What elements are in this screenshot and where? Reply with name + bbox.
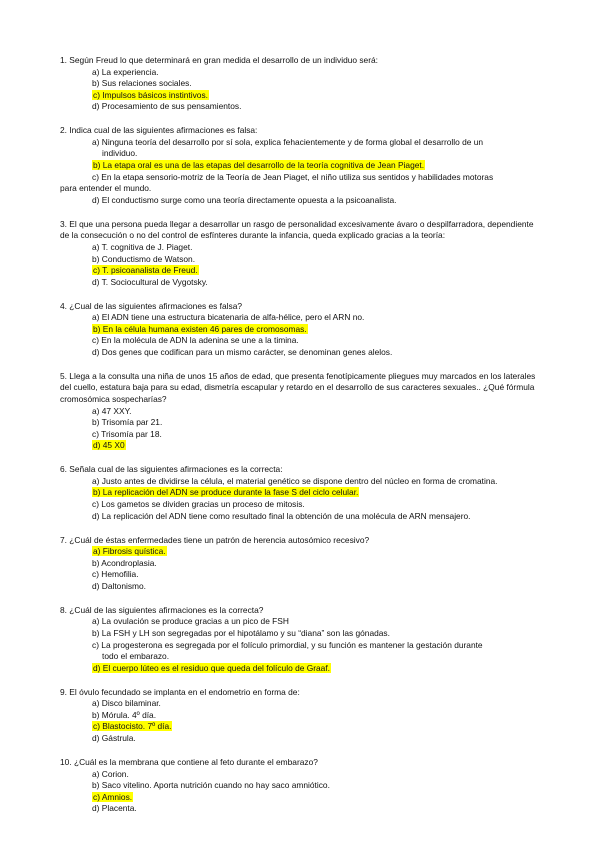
option-b <box>92 780 545 792</box>
option-a <box>92 698 545 710</box>
option-text: c) En la molécula de ADN la adenina se une a la timina. <box>92 335 299 346</box>
question-text: 6. Señala cual de las siguientes afirmaciones es la correcta: <box>60 464 283 475</box>
option-list <box>60 476 545 522</box>
option-b <box>92 417 545 429</box>
option-list <box>60 546 545 592</box>
question-10 <box>60 757 545 815</box>
question-2 <box>60 125 545 206</box>
highlighted-answer: c) Amnios. <box>93 791 133 802</box>
highlighted-answer: c) Impulsos básicos instintivos. <box>93 89 208 100</box>
highlighted-answer: c) T. psicoanalista de Freud. <box>93 265 198 276</box>
option-c <box>92 721 545 733</box>
question-3 <box>60 219 545 289</box>
option-text: c) Trisomía par 18. <box>92 428 162 439</box>
option-text: a) La experiencia. <box>92 66 159 77</box>
question-5 <box>60 371 545 452</box>
option-d <box>92 581 545 593</box>
highlighted-answer: b) En la célula humana existen 46 pares de cromosomas. <box>93 323 307 334</box>
option-text: d) Procesamiento de sus pensamientos. <box>92 101 242 112</box>
option-c <box>92 429 545 441</box>
option-d <box>92 277 545 289</box>
option-a <box>92 546 545 558</box>
question-6 <box>60 464 545 522</box>
question-text: 1. Según Freud lo que determinará en gran medida el desarrollo de un individuo será: <box>60 55 378 65</box>
highlighted-answer: a) Fibrosis quística. <box>93 546 166 557</box>
option-a <box>92 137 545 149</box>
option-c <box>92 90 545 102</box>
option-d <box>92 195 545 207</box>
option-a <box>92 67 545 79</box>
highlighted-answer: d) El cuerpo lúteo es el residuo que queda del folículo de Graaf. <box>93 662 330 673</box>
option-b <box>92 628 545 640</box>
question-text: 8. ¿Cuál de las siguientes afirmaciones es la correcta? <box>60 604 264 615</box>
question-text: 9. El óvulo fecundado se implanta en el endometrio en forma de: <box>60 686 300 697</box>
option-list <box>60 67 545 113</box>
question-text: 3. El que una persona pueda llegar a desarrollar un rasgo de personalidad excesivamente ávaro o despilfarradora, dependiente de la consecución o no del control de esfínteres durante la infancia, queda explicado gracias a la teoría: <box>60 218 534 241</box>
option-c <box>92 640 545 652</box>
option-text: d) T. Sociocultural de Vygotsky. <box>92 276 208 287</box>
option-text: para entender el mundo. <box>60 183 152 194</box>
option-b <box>92 254 545 266</box>
option-text: d) La replicación del ADN tiene como resultado final la obtención de una molécula de ARN mensajero. <box>92 510 471 521</box>
option-a-continuation <box>92 148 545 160</box>
option-a <box>92 476 545 488</box>
option-list <box>60 769 545 815</box>
option-text: b) Conductismo de Watson. <box>92 253 196 264</box>
option-text: d) Placenta. <box>92 803 137 814</box>
question-text: 4. ¿Cual de las siguientes afirmaciones es falsa? <box>60 300 243 311</box>
option-text: a) Justo antes de dividirse la célula, el material genético se dispone dentro del núcleo en forma de cromatina. <box>92 475 498 486</box>
option-text: a) 47 XXY. <box>92 405 132 416</box>
question-1 <box>60 55 545 113</box>
option-a <box>92 616 545 628</box>
option-c-continuation <box>60 183 545 195</box>
option-d <box>92 347 545 359</box>
option-b <box>92 558 545 570</box>
option-text: a) El ADN tiene una estructura bicatenaria de alfa-hélice, pero el ARN no. <box>92 312 365 323</box>
question-4 <box>60 301 545 359</box>
option-text: a) Corion. <box>92 768 129 779</box>
highlighted-answer: d) 45 X0 <box>93 440 125 451</box>
option-a <box>92 242 545 254</box>
option-text: c) Hemofilia. <box>92 569 139 580</box>
option-list <box>60 616 545 674</box>
question-text: 2. Indica cual de las siguientes afirmaciones es falsa: <box>60 125 258 136</box>
option-a <box>92 312 545 324</box>
question-list <box>60 55 545 827</box>
option-list <box>60 312 545 358</box>
highlighted-answer: c) Blastocisto. 7º día. <box>93 721 172 732</box>
option-d <box>92 101 545 113</box>
option-a <box>92 769 545 781</box>
option-c <box>92 172 545 184</box>
option-b <box>92 324 545 336</box>
option-c <box>92 499 545 511</box>
question-7 <box>60 535 545 593</box>
option-text: c) Los gametos se dividen gracias un proceso de mitosis. <box>92 499 305 510</box>
option-list <box>60 698 545 744</box>
option-text: b) Trisomía par 21. <box>92 417 163 428</box>
option-text: b) Sus relaciones sociales. <box>92 78 192 89</box>
option-c <box>92 335 545 347</box>
option-text: a) Disco bilaminar. <box>92 698 161 709</box>
option-d <box>92 511 545 523</box>
option-d <box>92 803 545 815</box>
option-list <box>60 137 545 207</box>
option-text: b) Saco vitelino. Aporta nutrición cuando no hay saco amniótico. <box>92 780 330 791</box>
question-8 <box>60 605 545 675</box>
option-a <box>92 406 545 418</box>
option-list <box>60 242 545 288</box>
option-text: a) Ninguna teoría del desarrollo por sí sola, explica fehacientemente y de forma global el desarrollo de un <box>92 136 484 147</box>
option-b <box>92 710 545 722</box>
option-text: d) Gástrula. <box>92 733 136 744</box>
option-c <box>92 569 545 581</box>
option-text: a) T. cognitiva de J. Piaget. <box>92 241 193 252</box>
option-d <box>92 663 545 675</box>
option-text: d) Daltonismo. <box>92 580 146 591</box>
option-text: c) En la etapa sensorio-motriz de la Teoría de Jean Piaget, el niño utiliza sus sentidos y habilidades motoras <box>92 171 494 182</box>
option-c <box>92 792 545 804</box>
option-text: d) El conductismo surge como una teoría directamente opuesta a la psicoanalista. <box>92 194 397 205</box>
question-text: 5. Llega a la consulta una niña de unos 15 años de edad, que presenta fenotípicamente pliegues muy marcados en los laterales del cuello, estatura baja para su edad, dismetría escapular y retardo en el desarrollo de sus caracteres sexuales.. ¿Qué fórmula cromosómica sospecharías? <box>60 370 536 405</box>
option-c-continuation <box>92 651 545 663</box>
option-d <box>92 440 545 452</box>
option-text: individuo. <box>102 148 138 159</box>
option-d <box>92 733 545 745</box>
question-text: 7. ¿Cuál de éstas enfermedades tiene un patrón de herencia autosómico recesivo? <box>60 534 370 545</box>
option-c <box>92 265 545 277</box>
option-b <box>92 487 545 499</box>
option-text: a) La ovulación se produce gracias a un pico de FSH <box>92 616 289 627</box>
option-text: b) Mórula. 4º día. <box>92 709 157 720</box>
question-9 <box>60 687 545 745</box>
option-b <box>92 78 545 90</box>
option-text: d) Dos genes que codifican para un mismo carácter, se denominan genes alelos. <box>92 346 393 357</box>
option-text: todo el embarazo. <box>102 651 170 662</box>
question-text: 10. ¿Cuál es la membrana que contiene al feto durante el embarazo? <box>60 756 318 767</box>
highlighted-answer: b) La etapa oral es una de las etapas del desarrollo de la teoría cognitiva de Jean Piaget. <box>93 160 425 171</box>
option-text: c) La progesterona es segregada por el folículo primordial, y su función es mantener la gestación durante <box>92 639 483 650</box>
option-text: b) Acondroplasia. <box>92 557 157 568</box>
highlighted-answer: b) La replicación del ADN se produce durante la fase S del ciclo celular. <box>93 487 359 498</box>
option-text: b) La FSH y LH son segregadas por el hipotálamo y su “diana” son las gónadas. <box>92 628 390 639</box>
option-list <box>60 406 545 452</box>
option-b <box>92 160 545 172</box>
